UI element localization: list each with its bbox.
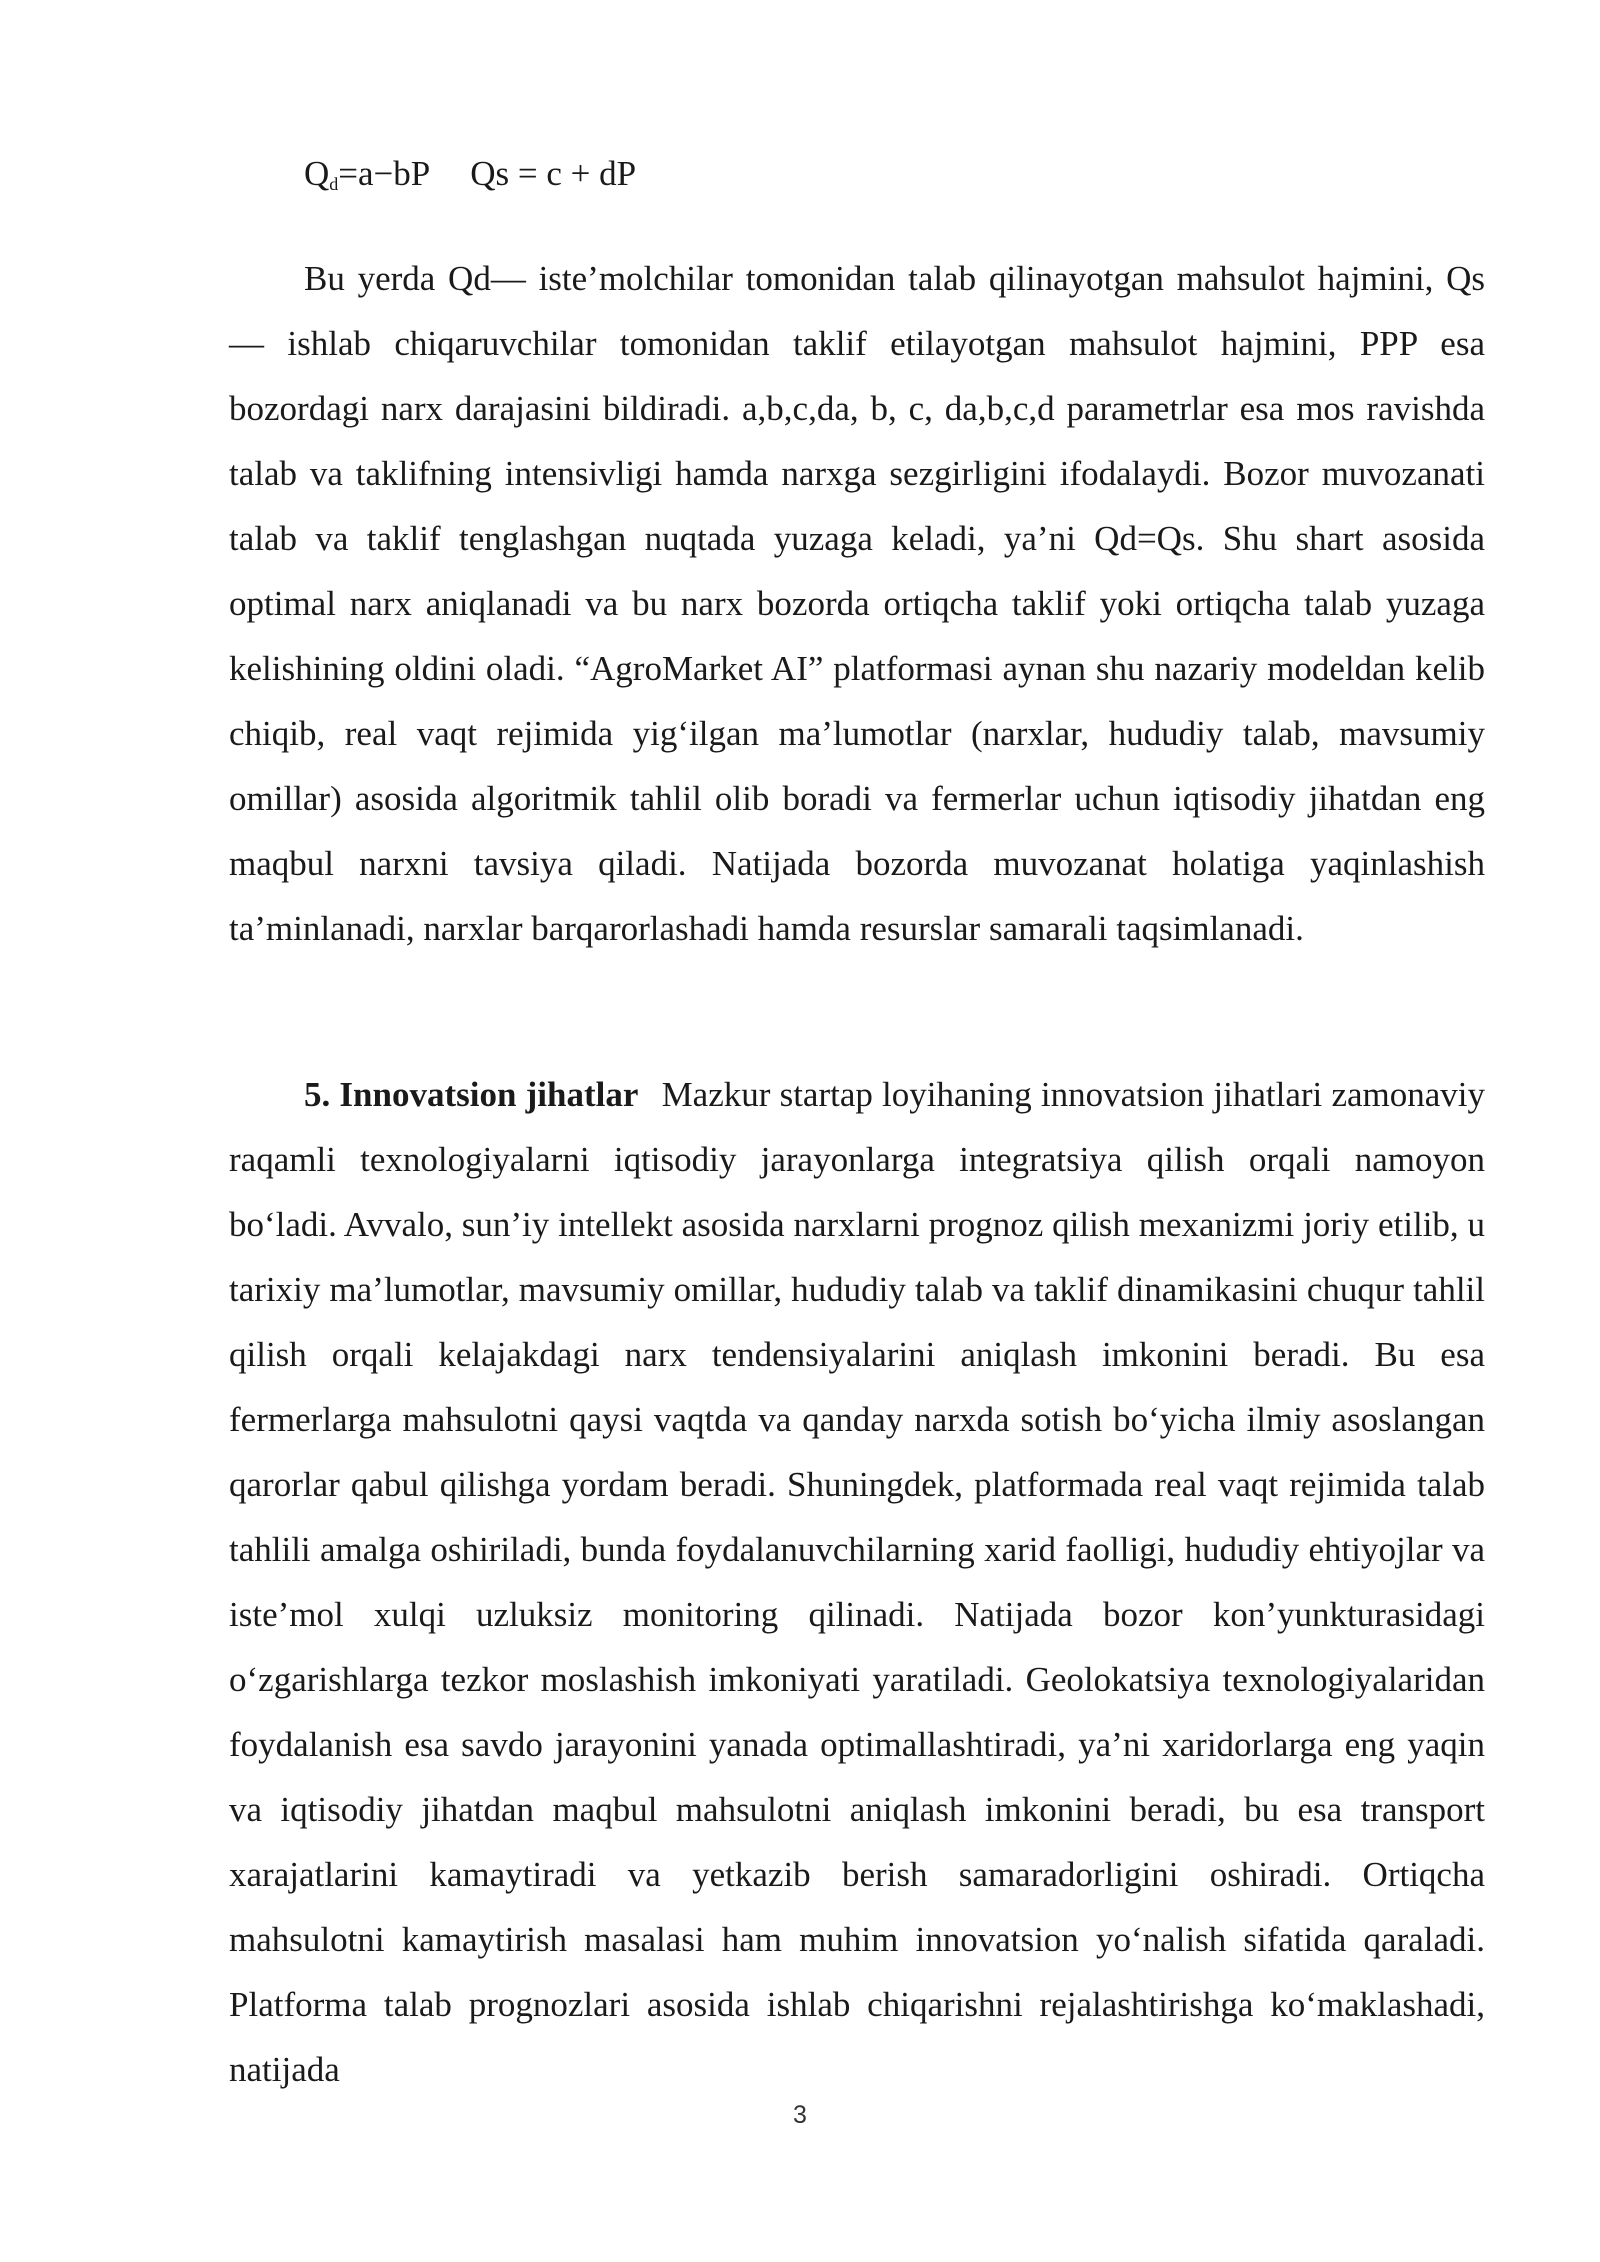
formula-qd-symbol: Q — [304, 154, 330, 193]
section-text-innovation: Mazkur startap loyihaning innovatsion jihatlari zamonaviy raqamli texnologiyalarni iqtisodiy jarayonlarga integratsiya qilish orqali namoyon bo‘ladi. Avvalo, sun’iy intellekt asosida narxlarni prognoz qilish mexanizmi joriy etilib, u tarixiy ma’lumotlar, mavsumiy omillar, hududiy talab va taklif dinamikasini chuqur tahlil qilish orqali kelajakdagi narx tendensiyalarini aniqlash imkonini beradi. Bu esa fermerlarga mahsulotni qaysi vaqtda va qanday narxda sotish bo‘yicha ilmiy asoslangan qarorlar qabul qilishga yordam beradi. Shuningdek, platformada real vaqt rejimida talab tahlili amalga oshiriladi, bunda foydalanuvchilarning xarid faolligi, hududiy ehtiyojlar va iste’mol xulqi uzluksiz monitoring qilinadi. Natijada bozor kon’yunkturasidagi o‘zgarishlarga tezkor moslashish imkoniyati yaratiladi. Geolokatsiya texnologiyalaridan foydalanish esa savdo jarayonini yanada optimallashtiradi, ya’ni xaridorlarga eng yaqin va iqtisodiy jihatdan maqbul mahsulotni aniqlash imkonini beradi, bu esa transport xarajatlarini kamaytiradi va yetkazib berish samaradorligini oshiradi. Ortiqcha mahsulotni kamaytirish masalasi ham muhim innovatsion yo‘nalish sifatida qaraladi. Platforma talab prognozlari asosida ishlab chiqarishni rejalashtirishga ko‘maklashadi, natijada — [229, 1075, 1486, 2089]
page-number: 3 — [793, 2101, 807, 2129]
formula-qd-subscript: d — [329, 174, 339, 194]
section-heading-innovation: 5. Innovatsion jihatlar — [304, 1075, 639, 1114]
formula-qd-expression: =a−bP — [338, 154, 431, 193]
paragraph-innovation — [229, 1062, 1485, 2102]
paragraph-equilibrium: Bu yerda Qd— iste’molchilar tomonidan talab qilinayotgan mahsulot hajmini, Qs — ishlab chiqaruvchilar tomonidan taklif etilayotgan mahsulot hajmini, PPP esa bozordagi narx darajasini bildiradi. a,b,c,da, b, c, da,b,c,d parametrlar esa mos ravishda talab va taklifning intensivligi hamda narxga sezgirligini ifodalaydi. Bozor muvozanati talab va taklif tenglashgan nuqtada yuzaga keladi, ya’ni Qd=Qs. Shu shart asosida optimal narx aniqlanadi va bu narx bozorda ortiqcha taklif yoki ortiqcha talab yuzaga kelishining oldini oladi. “AgroMarket AI” platformasi aynan shu nazariy modeldan kelib chiqib, real vaqt rejimida yig‘ilgan ma’lumotlar (narxlar, hududiy talab, mavsumiy omillar) asosida algoritmik tahlil olib boradi va fermerlar uchun iqtisodiy jihatdan eng maqbul narxni tavsiya qiladi. Natijada bozorda muvozanat holatiga yaqinlashish ta’minlanadi, narxlar barqarorlashadi hamda resurslar samarali taqsimlanadi. — [229, 259, 1485, 948]
formula-qs-expression: Qs = c + dP — [470, 154, 637, 193]
supply-demand-formula — [304, 150, 636, 198]
